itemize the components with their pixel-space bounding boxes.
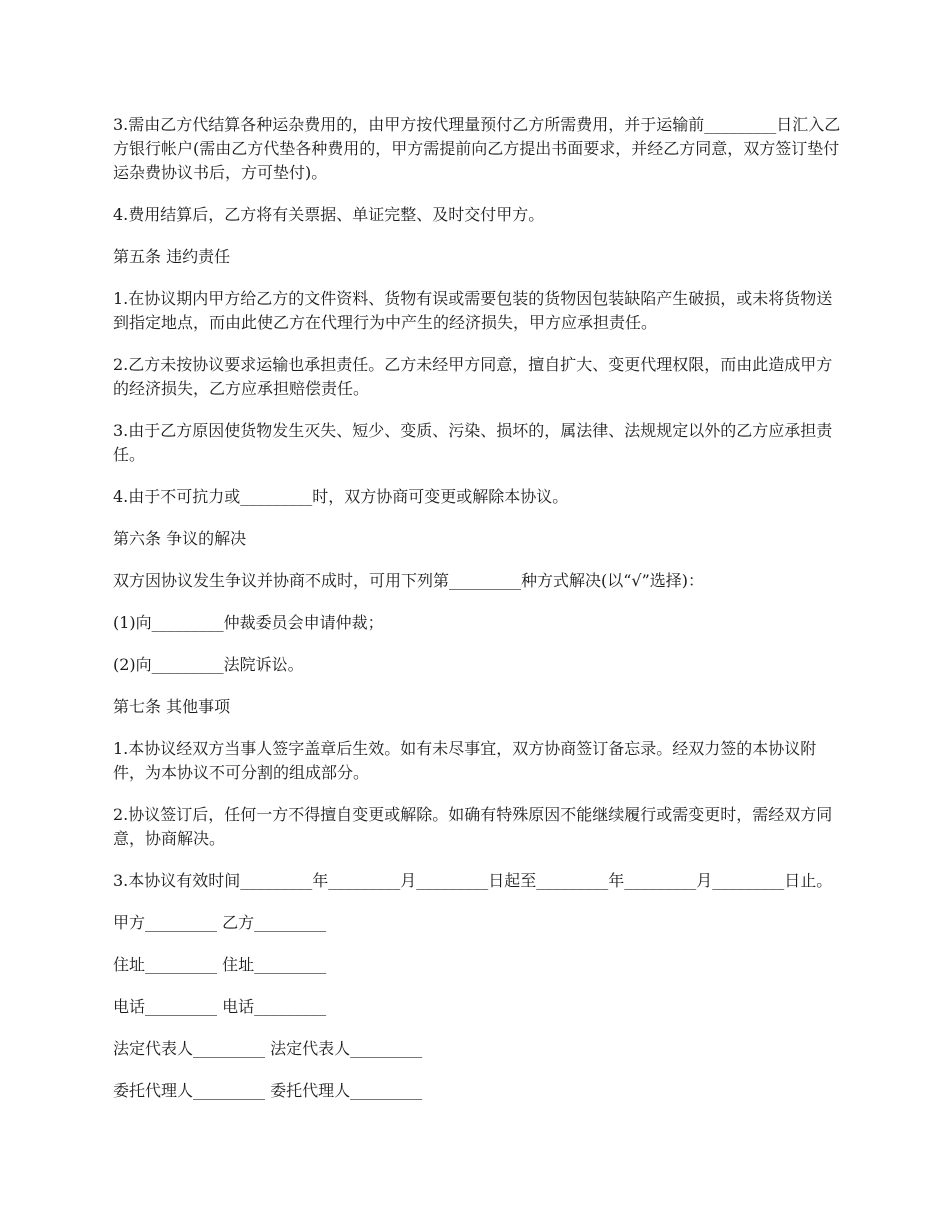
- clause-6-option-1: (1)向_________仲裁委员会申请仲裁；: [113, 613, 384, 632]
- clause-5-item-1: 1.在协议期内甲方给乙方的文件资料、货物有误或需要包装的货物因包装缺陷产生破损，或未将货物送到指定地点，而由此使乙方在代理行为中产生的经济损失，甲方应承担责任。: [113, 289, 833, 332]
- signature-phone-line: 电话_________ 电话_________: [113, 997, 327, 1016]
- signature-legal-rep-line: 法定代表人_________ 法定代表人_________: [113, 1039, 423, 1058]
- clause-5-item-3: 3.由于乙方原因使货物发生灭失、短少、变质、污染、损坏的，属法律、法规规定以外的乙方应承担责任。: [113, 421, 833, 464]
- clause-4-item-3: 3.需由乙方代结算各种运杂费用的，由甲方按代理量预付乙方所需费用，并于运输前_________日汇入乙方银行帐户(需由乙方代垫各种费用的，甲方需提前向乙方提出书面要求，并经乙方同意，双方签订垫付运杂费协议书后，方可垫付)。: [113, 115, 841, 182]
- section-heading-article-7: 第七条 其他事项: [113, 697, 231, 716]
- clause-7-item-1: 1.本协议经双方当事人签字盖章后生效。如有未尽事宜，双方协商签订备忘录。经双力签的本协议附件，为本协议不可分割的组成部分。: [113, 739, 817, 782]
- clause-5-item-2: 2.乙方未按协议要求运输也承担责任。乙方未经甲方同意，擅自扩大、变更代理权限，而由此造成甲方的经济损失，乙方应承担赔偿责任。: [113, 355, 833, 398]
- section-heading-article-6: 第六条 争议的解决: [113, 529, 247, 548]
- clause-7-item-2: 2.协议签订后，任何一方不得擅自变更或解除。如确有特殊原因不能继续履行或需变更时，需经双方同意，协商解决。: [113, 805, 833, 848]
- document-body: [113, 113, 843, 1121]
- signature-address-line: 住址_________ 住址_________: [113, 955, 327, 974]
- clause-7-item-3: 3.本协议有效时间_________年_________月_________日起至_________年_________月_________日止。: [113, 871, 833, 890]
- clause-5-item-4: 4.由于不可抗力或_________时，双方协商可变更或解除本协议。: [113, 487, 569, 506]
- clause-6-option-2: (2)向_________法院诉讼。: [113, 655, 304, 674]
- clause-4-item-4: 4.费用结算后，乙方将有关票据、单证完整、及时交付甲方。: [113, 205, 545, 224]
- signature-agent-line: 委托代理人_________ 委托代理人_________: [113, 1081, 423, 1100]
- clause-6-intro: 双方因协议发生争议并协商不成时，可用下列第_________种方式解决(以“√”选择)：: [113, 571, 705, 590]
- section-heading-article-5: 第五条 违约责任: [113, 247, 231, 266]
- signature-party-line: 甲方_________ 乙方_________: [113, 913, 327, 932]
